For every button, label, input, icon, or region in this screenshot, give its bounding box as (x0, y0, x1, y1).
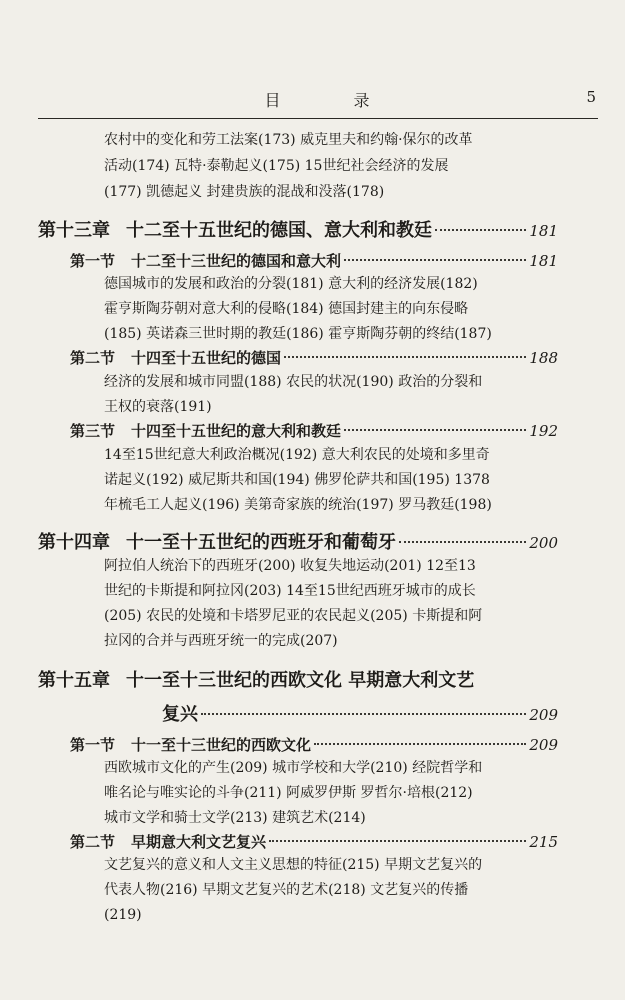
toc-section[interactable] (70, 347, 558, 368)
dot-leader (399, 541, 526, 543)
chapter-page: 209 (529, 706, 558, 724)
section-page: 181 (529, 252, 558, 270)
desc-line: 农村中的变化和劳工法案(173) 威克里夫和约翰·保尔的改革 (104, 132, 473, 148)
section-page: 209 (529, 736, 558, 754)
desc-line: 拉冈的合并与西班牙统一的完成(207) (104, 633, 338, 649)
desc-line: 阿拉伯人统治下的西班牙(200) 收复失地运动(201) 12至13 (104, 558, 476, 574)
toc-section[interactable] (70, 250, 558, 271)
dot-leader (201, 713, 526, 715)
section-title: 十四至十五世纪的意大利和教廷 (131, 422, 342, 440)
desc-line: 王权的衰落(191) (104, 399, 212, 415)
section-label: 第二节 (70, 833, 116, 851)
desc-line: 世纪的卡斯提和阿拉冈(203) 14至15世纪西班牙城市的成长 (104, 583, 476, 599)
chapter-title: 十一至十三世纪的西欧文化 早期意大利文艺 (126, 670, 475, 691)
desc-line: (177) 凯德起义 封建贵族的混战和没落(178) (104, 184, 385, 200)
toc-chapter-13[interactable] (38, 216, 558, 242)
desc-line: 代表人物(216) 早期文艺复兴的艺术(218) 文艺复兴的传播 (104, 882, 469, 898)
toc-section[interactable] (70, 734, 558, 755)
desc-line: 唯名论与唯实论的斗争(211) 阿威罗伊斯 罗哲尔·培根(212) (104, 785, 473, 801)
chapter-page: 181 (529, 222, 558, 240)
section-page: 188 (529, 349, 558, 367)
chapter-page: 200 (529, 534, 558, 552)
chapter-label: 第十四章 (38, 532, 110, 553)
section-label: 第一节 (70, 252, 116, 270)
desc-line: (219) (104, 907, 142, 923)
toc-chapter-14[interactable] (38, 528, 558, 554)
header-rule (38, 118, 598, 119)
dot-leader (284, 356, 526, 358)
header-title: 目 录 (264, 91, 404, 110)
desc-line: 霍亨斯陶芬朝对意大利的侵略(184) 德国封建主的向东侵略 (104, 301, 469, 317)
desc-line: (205) 农民的处境和卡塔罗尼亚的农民起义(205) 卡斯提和阿 (104, 608, 483, 624)
desc-line: 城市文学和骑士文学(213) 建筑艺术(214) (104, 810, 366, 826)
chapter-title: 十一至十五世纪的西班牙和葡萄牙 (126, 532, 396, 553)
chapter-title: 十二至十五世纪的德国、意大利和教廷 (126, 220, 432, 241)
section-page: 215 (529, 833, 558, 851)
page-number: 5 (586, 88, 596, 106)
section-title: 十二至十三世纪的德国和意大利 (131, 252, 342, 270)
section-label: 第一节 (70, 736, 116, 754)
desc-line: 诺起义(192) 威尼斯共和国(194) 佛罗伦萨共和国(195) 1378 (104, 472, 490, 488)
toc-chapter-15[interactable] (38, 666, 558, 692)
desc-line: 活动(174) 瓦特·泰勒起义(175) 15世纪社会经济的发展 (104, 158, 449, 174)
section-label: 第三节 (70, 422, 116, 440)
section-label: 第二节 (70, 349, 116, 367)
desc-line: 14至15世纪意大利政治概况(192) 意大利农民的处境和多里奇 (104, 447, 490, 463)
running-header (38, 88, 596, 114)
desc-line: 西欧城市文化的产生(209) 城市学校和大学(210) 经院哲学和 (104, 760, 483, 776)
toc-section[interactable] (70, 831, 558, 852)
toc-section[interactable] (70, 420, 558, 441)
desc-line: 文艺复兴的意义和人文主义思想的特征(215) 早期文艺复兴的 (104, 857, 483, 873)
section-page: 192 (529, 422, 558, 440)
chapter-title-continued[interactable] (162, 700, 558, 726)
dot-leader (314, 743, 526, 745)
dot-leader (435, 229, 526, 231)
desc-line: 经济的发展和城市同盟(188) 农民的状况(190) 政治的分裂和 (104, 374, 483, 390)
dot-leader (344, 259, 526, 261)
desc-line: 德国城市的发展和政治的分裂(181) 意大利的经济发展(182) (104, 276, 478, 292)
chapter-label: 第十五章 (38, 670, 110, 691)
desc-line: 年梳毛工人起义(196) 美第奇家族的统治(197) 罗马教廷(198) (104, 497, 492, 513)
desc-line: (185) 英诺森三世时期的教廷(186) 霍亨斯陶芬朝的终结(187) (104, 326, 492, 342)
section-title: 十四至十五世纪的德国 (131, 349, 282, 367)
dot-leader (269, 840, 526, 842)
section-title: 十一至十三世纪的西欧文化 (131, 736, 312, 754)
chapter-title-cont: 复兴 (162, 704, 198, 725)
chapter-label: 第十三章 (38, 220, 110, 241)
section-title: 早期意大利文艺复兴 (131, 833, 267, 851)
dot-leader (344, 429, 526, 431)
